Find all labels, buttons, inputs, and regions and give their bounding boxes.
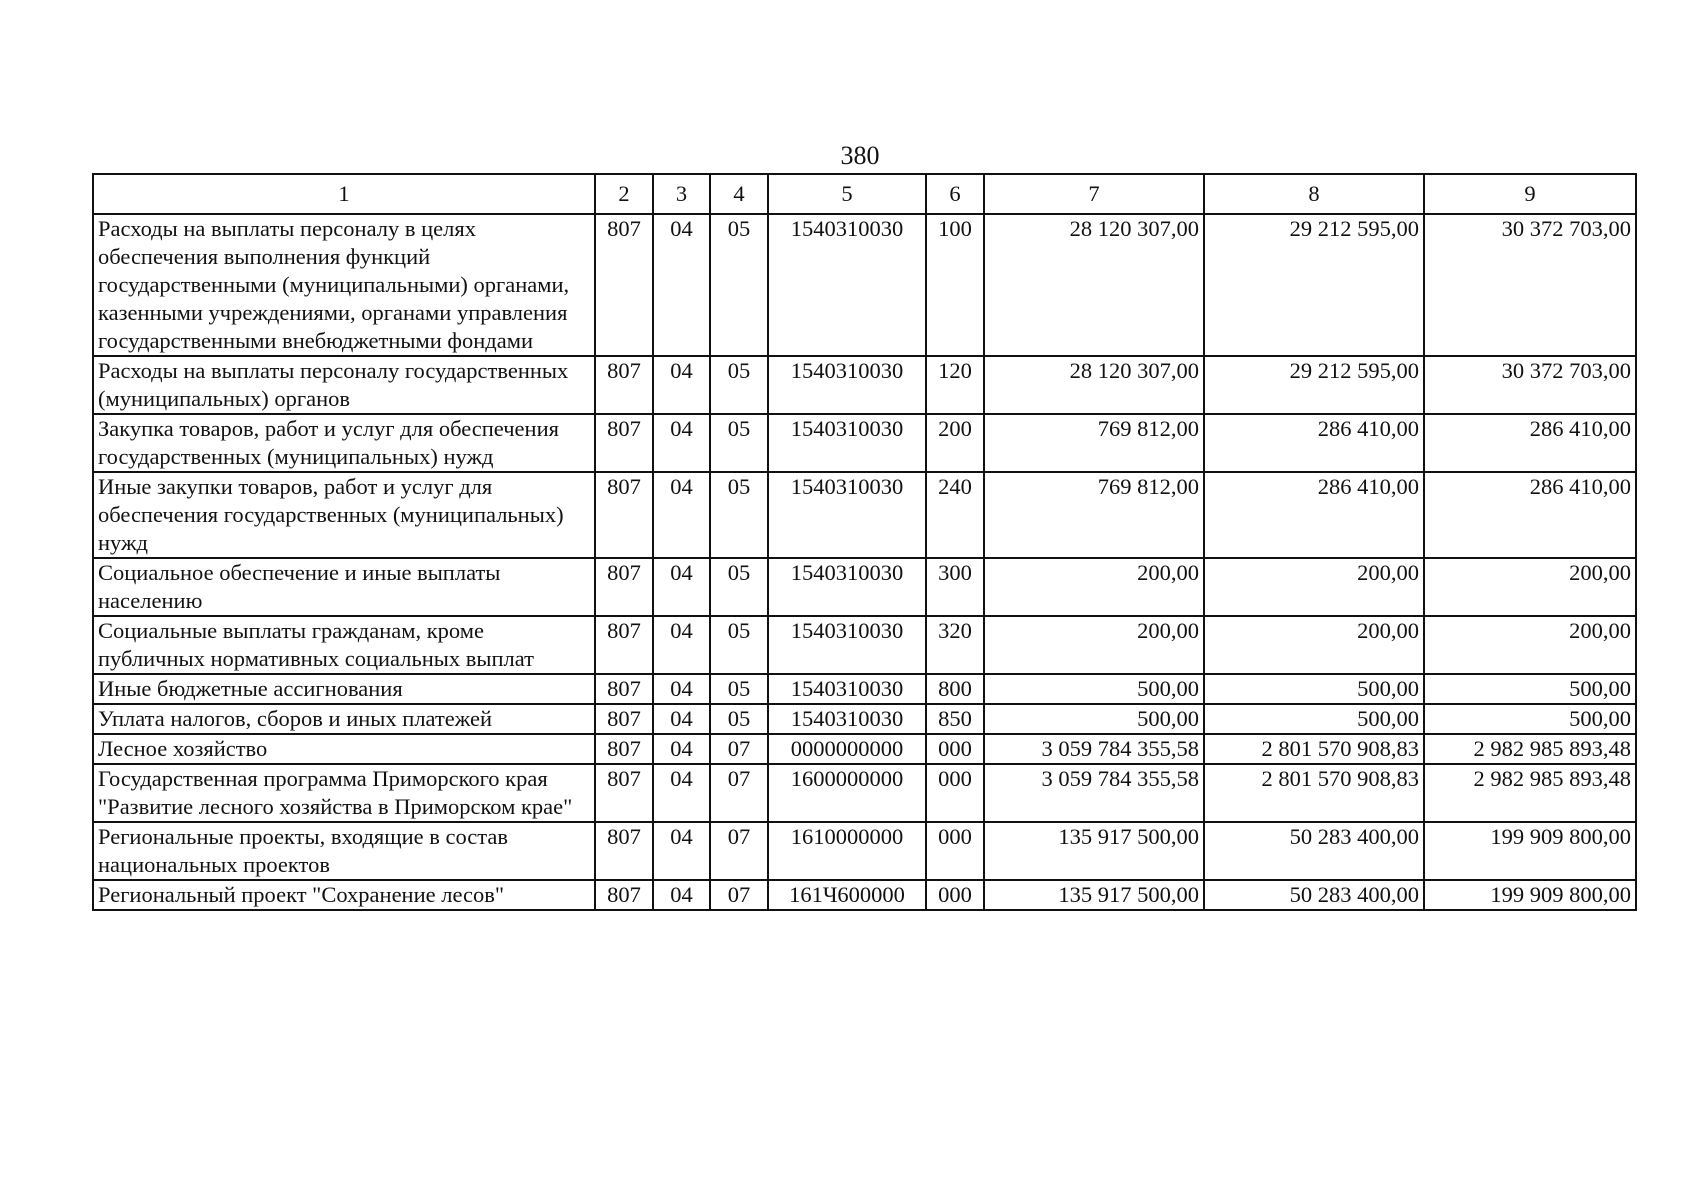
amount-col9: 30 372 703,00 xyxy=(1424,214,1636,356)
column-header-5: 5 xyxy=(768,174,926,214)
code-section: 04 xyxy=(653,764,710,822)
code-target-item: 1540310030 xyxy=(768,214,926,356)
code-section: 04 xyxy=(653,558,710,616)
code-target-item: 1540310030 xyxy=(768,704,926,734)
amount-col9: 500,00 xyxy=(1424,704,1636,734)
table-row xyxy=(93,822,1636,880)
amount-col8: 200,00 xyxy=(1204,616,1424,674)
row-name: Социальное обеспечение и иные выплаты населению xyxy=(93,558,595,616)
amount-col9: 200,00 xyxy=(1424,616,1636,674)
code-target-item: 1540310030 xyxy=(768,558,926,616)
code-target-item: 1540310030 xyxy=(768,674,926,704)
table-row xyxy=(93,734,1636,764)
code-expense-type: 100 xyxy=(926,214,984,356)
row-name: Иные бюджетные ассигнования xyxy=(93,674,595,704)
amount-col7: 769 812,00 xyxy=(984,414,1204,472)
amount-col8: 200,00 xyxy=(1204,558,1424,616)
column-header-7: 7 xyxy=(984,174,1204,214)
row-name: Иные закупки товаров, работ и услуг для обеспечения государственных (муниципальных) нужд xyxy=(93,472,595,558)
code-ministry: 807 xyxy=(595,356,653,414)
code-subsection: 05 xyxy=(710,214,768,356)
amount-col8: 286 410,00 xyxy=(1204,414,1424,472)
amount-col9: 2 982 985 893,48 xyxy=(1424,734,1636,764)
column-header-4: 4 xyxy=(710,174,768,214)
code-expense-type: 800 xyxy=(926,674,984,704)
amount-col8: 29 212 595,00 xyxy=(1204,214,1424,356)
code-target-item: 1610000000 xyxy=(768,822,926,880)
table-row xyxy=(93,472,1636,558)
code-section: 04 xyxy=(653,674,710,704)
code-ministry: 807 xyxy=(595,822,653,880)
code-ministry: 807 xyxy=(595,214,653,356)
column-header-8: 8 xyxy=(1204,174,1424,214)
amount-col8: 286 410,00 xyxy=(1204,472,1424,558)
code-section: 04 xyxy=(653,822,710,880)
amount-col9: 286 410,00 xyxy=(1424,414,1636,472)
table-row xyxy=(93,674,1636,704)
amount-col7: 769 812,00 xyxy=(984,472,1204,558)
amount-col7: 135 917 500,00 xyxy=(984,822,1204,880)
row-name: Расходы на выплаты персоналу в целях обеспечения выполнения функций государственными (муниципальными) органами, казенными учреждениями, органами управления государственными внебюджетными фондами xyxy=(93,214,595,356)
amount-col7: 200,00 xyxy=(984,616,1204,674)
code-section: 04 xyxy=(653,414,710,472)
code-expense-type: 200 xyxy=(926,414,984,472)
code-subsection: 07 xyxy=(710,734,768,764)
code-ministry: 807 xyxy=(595,472,653,558)
row-name: Государственная программа Приморского края "Развитие лесного хозяйства в Приморском крае" xyxy=(93,764,595,822)
column-header-3: 3 xyxy=(653,174,710,214)
code-ministry: 807 xyxy=(595,558,653,616)
header-row xyxy=(93,174,1636,214)
row-name: Уплата налогов, сборов и иных платежей xyxy=(93,704,595,734)
code-target-item: 1540310030 xyxy=(768,472,926,558)
table-body xyxy=(93,214,1636,910)
code-subsection: 05 xyxy=(710,414,768,472)
amount-col7: 500,00 xyxy=(984,704,1204,734)
code-expense-type: 240 xyxy=(926,472,984,558)
amount-col7: 135 917 500,00 xyxy=(984,880,1204,910)
row-name: Региональный проект "Сохранение лесов" xyxy=(93,880,595,910)
code-subsection: 05 xyxy=(710,558,768,616)
table-row xyxy=(93,616,1636,674)
amount-col8: 50 283 400,00 xyxy=(1204,880,1424,910)
code-subsection: 05 xyxy=(710,472,768,558)
column-header-1: 1 xyxy=(93,174,595,214)
table-row xyxy=(93,558,1636,616)
amount-col9: 2 982 985 893,48 xyxy=(1424,764,1636,822)
code-target-item: 1540310030 xyxy=(768,414,926,472)
amount-col8: 2 801 570 908,83 xyxy=(1204,764,1424,822)
amount-col8: 500,00 xyxy=(1204,674,1424,704)
code-target-item: 1540310030 xyxy=(768,356,926,414)
code-section: 04 xyxy=(653,704,710,734)
table-row xyxy=(93,356,1636,414)
code-target-item: 1540310030 xyxy=(768,616,926,674)
code-expense-type: 000 xyxy=(926,764,984,822)
code-expense-type: 120 xyxy=(926,356,984,414)
row-name: Социальные выплаты гражданам, кроме публичных нормативных социальных выплат xyxy=(93,616,595,674)
amount-col7: 28 120 307,00 xyxy=(984,214,1204,356)
amount-col8: 2 801 570 908,83 xyxy=(1204,734,1424,764)
code-expense-type: 000 xyxy=(926,734,984,764)
code-target-item: 1600000000 xyxy=(768,764,926,822)
amount-col9: 200,00 xyxy=(1424,558,1636,616)
code-subsection: 07 xyxy=(710,764,768,822)
row-name: Лесное хозяйство xyxy=(93,734,595,764)
code-ministry: 807 xyxy=(595,674,653,704)
code-ministry: 807 xyxy=(595,616,653,674)
amount-col7: 500,00 xyxy=(984,674,1204,704)
code-subsection: 07 xyxy=(710,880,768,910)
amount-col7: 3 059 784 355,58 xyxy=(984,764,1204,822)
code-ministry: 807 xyxy=(595,764,653,822)
row-name: Закупка товаров, работ и услуг для обеспечения государственных (муниципальных) нужд xyxy=(93,414,595,472)
code-expense-type: 300 xyxy=(926,558,984,616)
amount-col8: 29 212 595,00 xyxy=(1204,356,1424,414)
amount-col7: 200,00 xyxy=(984,558,1204,616)
code-section: 04 xyxy=(653,356,710,414)
row-name: Региональные проекты, входящие в состав национальных проектов xyxy=(93,822,595,880)
code-expense-type: 850 xyxy=(926,704,984,734)
code-ministry: 807 xyxy=(595,704,653,734)
amount-col7: 28 120 307,00 xyxy=(984,356,1204,414)
page-number: 380 xyxy=(840,141,880,170)
code-subsection: 05 xyxy=(710,704,768,734)
amount-col9: 30 372 703,00 xyxy=(1424,356,1636,414)
table-row xyxy=(93,414,1636,472)
code-expense-type: 000 xyxy=(926,822,984,880)
table-row xyxy=(93,704,1636,734)
column-header-6: 6 xyxy=(926,174,984,214)
row-name: Расходы на выплаты персоналу государственных (муниципальных) органов xyxy=(93,356,595,414)
table-row xyxy=(93,764,1636,822)
amount-col9: 500,00 xyxy=(1424,674,1636,704)
code-target-item: 161Ч600000 xyxy=(768,880,926,910)
code-subsection: 05 xyxy=(710,616,768,674)
code-ministry: 807 xyxy=(595,880,653,910)
column-header-2: 2 xyxy=(595,174,653,214)
code-section: 04 xyxy=(653,880,710,910)
code-ministry: 807 xyxy=(595,734,653,764)
amount-col9: 199 909 800,00 xyxy=(1424,822,1636,880)
code-target-item: 0000000000 xyxy=(768,734,926,764)
code-ministry: 807 xyxy=(595,414,653,472)
column-header-9: 9 xyxy=(1424,174,1636,214)
table-row xyxy=(93,214,1636,356)
code-section: 04 xyxy=(653,734,710,764)
table-row xyxy=(93,880,1636,910)
amount-col8: 50 283 400,00 xyxy=(1204,822,1424,880)
code-section: 04 xyxy=(653,214,710,356)
budget-table xyxy=(92,173,1637,911)
amount-col8: 500,00 xyxy=(1204,704,1424,734)
code-subsection: 07 xyxy=(710,822,768,880)
code-subsection: 05 xyxy=(710,674,768,704)
amount-col9: 199 909 800,00 xyxy=(1424,880,1636,910)
code-subsection: 05 xyxy=(710,356,768,414)
amount-col7: 3 059 784 355,58 xyxy=(984,734,1204,764)
amount-col9: 286 410,00 xyxy=(1424,472,1636,558)
code-section: 04 xyxy=(653,616,710,674)
code-section: 04 xyxy=(653,472,710,558)
code-expense-type: 320 xyxy=(926,616,984,674)
code-expense-type: 000 xyxy=(926,880,984,910)
